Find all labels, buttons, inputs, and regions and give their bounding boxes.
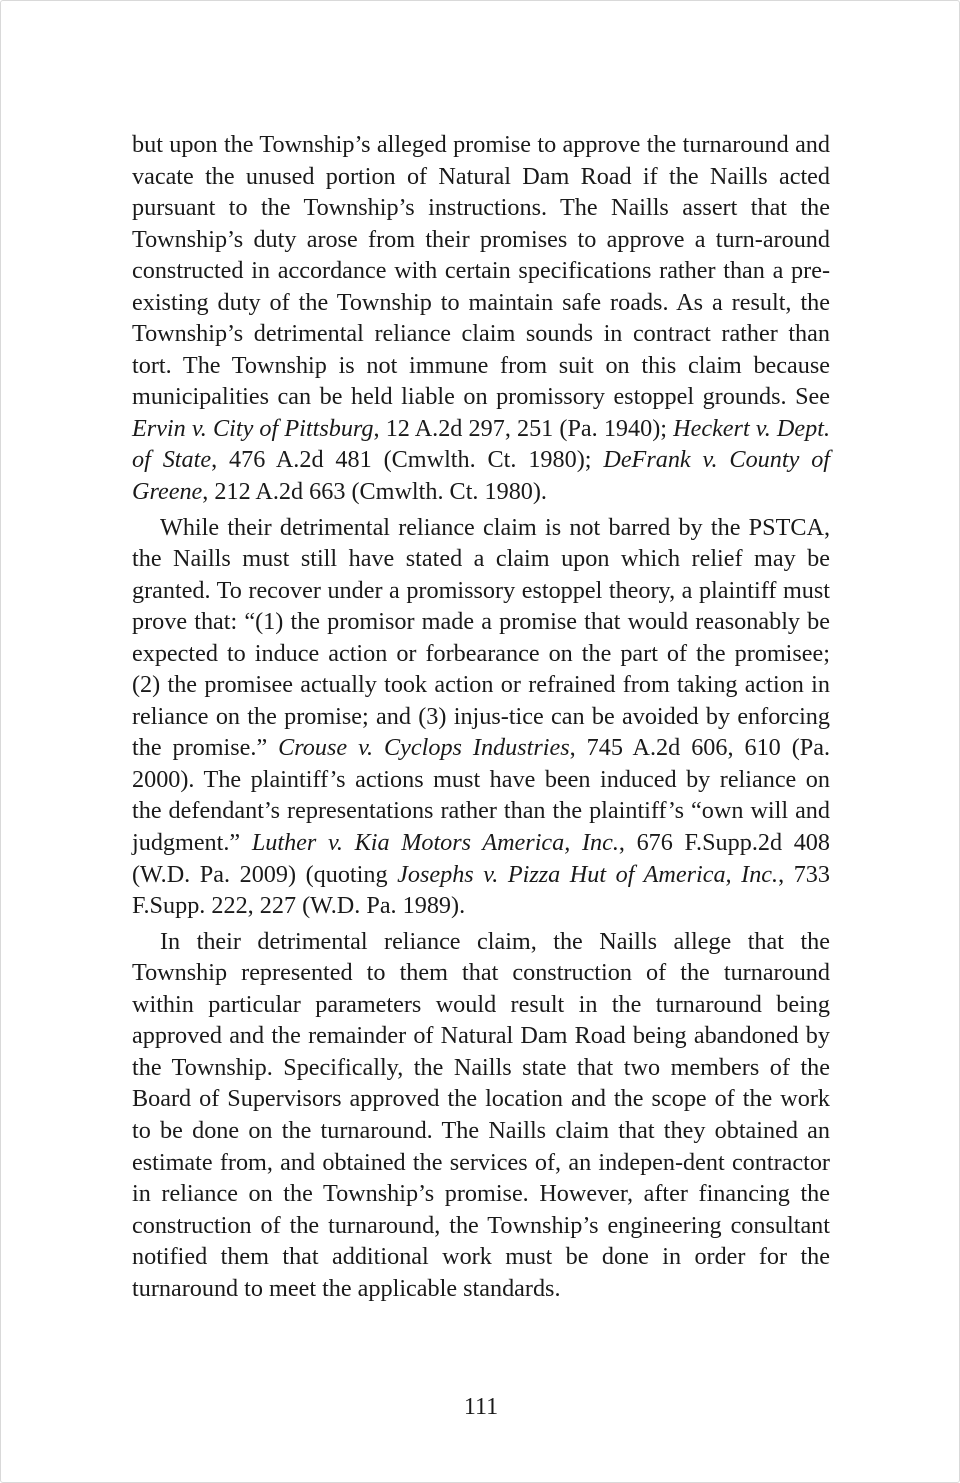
paragraph-2 bbox=[132, 512, 830, 922]
page-number: 111 bbox=[463, 1394, 499, 1420]
paragraph-1 bbox=[132, 129, 830, 508]
text-run: but upon the Township’s alleged promise to approve the turnaround and vacate the unused portion of Natural Dam Road if the Naills acted pursuant to the Township’s instructions. The Naills assert that the Township’s duty arose from their promises to approve a turn-around constructed in accordance with certain specifications rather than a pre-existing duty of the Township to maintain safe roads. As a result, the Township’s detrimental reliance claim sounds in contract rather than tort. The Township is not immune from suit on this claim because municipalities can be held liable on promissory estoppel grounds. See bbox=[132, 131, 830, 411]
text-run: , 212 A.2d 663 (Cmwlth. Ct. 1980). bbox=[202, 478, 547, 506]
body-text bbox=[132, 129, 830, 1304]
case-citation: DeFrank v. County of Greene bbox=[132, 446, 831, 506]
text-run: , 476 A.2d 481 (Cmwlth. Ct. 1980); bbox=[211, 446, 604, 474]
paragraph-3 bbox=[132, 926, 830, 1305]
case-citation: Josephs v. Pizza Hut of America, Inc. bbox=[397, 860, 779, 888]
text-run: , 733 F.Supp. 222, 227 (W.D. Pa. 1989). bbox=[132, 860, 830, 920]
text-run: , 676 F.Supp.2d 408 (W.D. Pa. 2009) (quoting bbox=[132, 829, 830, 888]
text-run: In their detrimental reliance claim, the Naills allege that the Township represented to them that construction of the turnaround within particular parameters would result in the turnaround being approved and the remainder of Natural Dam Road being abandoned by the Township. Specifically, the Naills state that two members of the Board of Supervisors approved the location and the scope of the work to be done on the turnaround. The Naills claim that they obtained an estimate from, and obtained the services of, an indepen-dent contractor in reliance on the Township’s promise. However, after financing the construction of the turnaround, the Township’s engineering consultant notified them that additional work must be done in order for the turnaround to meet the applicable standards. bbox=[132, 927, 830, 1302]
text-run: , 745 A.2d 606, 610 (Pa. 2000). The plaintiff’s actions must have been induced by reliance on the defendant’s representations rather than the plaintiff’s “own will and judgment.” bbox=[132, 734, 830, 857]
text-run: While their detrimental reliance claim is not barred by the PSTCA, the Naills must still have stated a claim upon which relief may be granted. To recover under a promissory estoppel theory, a plaintiff must prove that: “(1) the promisor made a promise that would reasonably be expected to induce action or forbearance on the part of the promisee; (2) the promisee actually took action or refrained from taking action in reliance on the promise; and (3) injus-tice can be avoided by enforcing the promise.” bbox=[132, 513, 830, 762]
case-citation: Heckert v. Dept. of State bbox=[132, 414, 830, 474]
case-citation: Luther v. Kia Motors America, Inc. bbox=[251, 829, 619, 857]
case-citation: Crouse v. Cyclops Industries bbox=[278, 734, 570, 762]
case-citation: Ervin v. City of Pittsburg bbox=[132, 414, 374, 442]
text-run: , 12 A.2d 297, 251 (Pa. 1940); bbox=[373, 414, 674, 442]
